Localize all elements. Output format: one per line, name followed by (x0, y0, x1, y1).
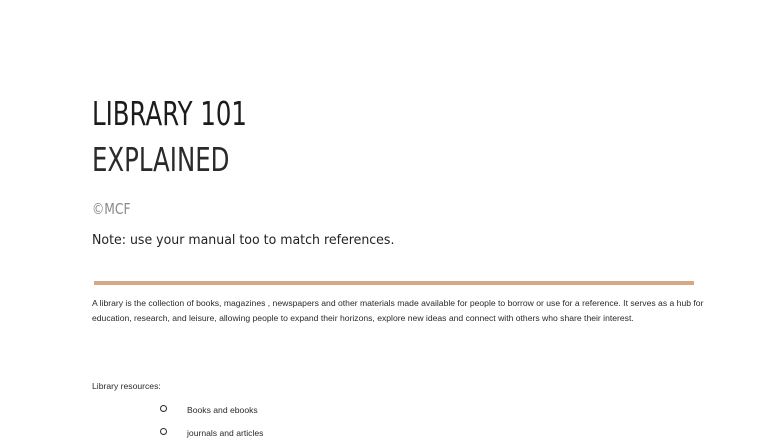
resource-label: journals and articles (187, 427, 264, 438)
list-item (160, 398, 263, 421)
resources-label: Library resources: (92, 381, 161, 391)
intro-paragraph: A library is the collection of books, magazines , newspapers and other materials made available for people to borrow or use for a reference. It serves as a hub for education, research, and leisure, allowing people to expand their horizons, explore new ideas and connect with others who share their interest. (92, 298, 704, 324)
bullet-circle-icon (160, 405, 167, 412)
note-text: Note: use your manual too to match references. (92, 232, 395, 248)
resource-label: Books and ebooks (187, 404, 258, 415)
copyright-text: ©MCF (92, 200, 131, 218)
resources-list (160, 398, 263, 444)
title-line-2: EXPLAINED (92, 140, 230, 179)
section-divider (94, 281, 694, 285)
bullet-circle-icon (160, 428, 167, 435)
title-line-1: LIBRARY 101 (92, 94, 247, 133)
